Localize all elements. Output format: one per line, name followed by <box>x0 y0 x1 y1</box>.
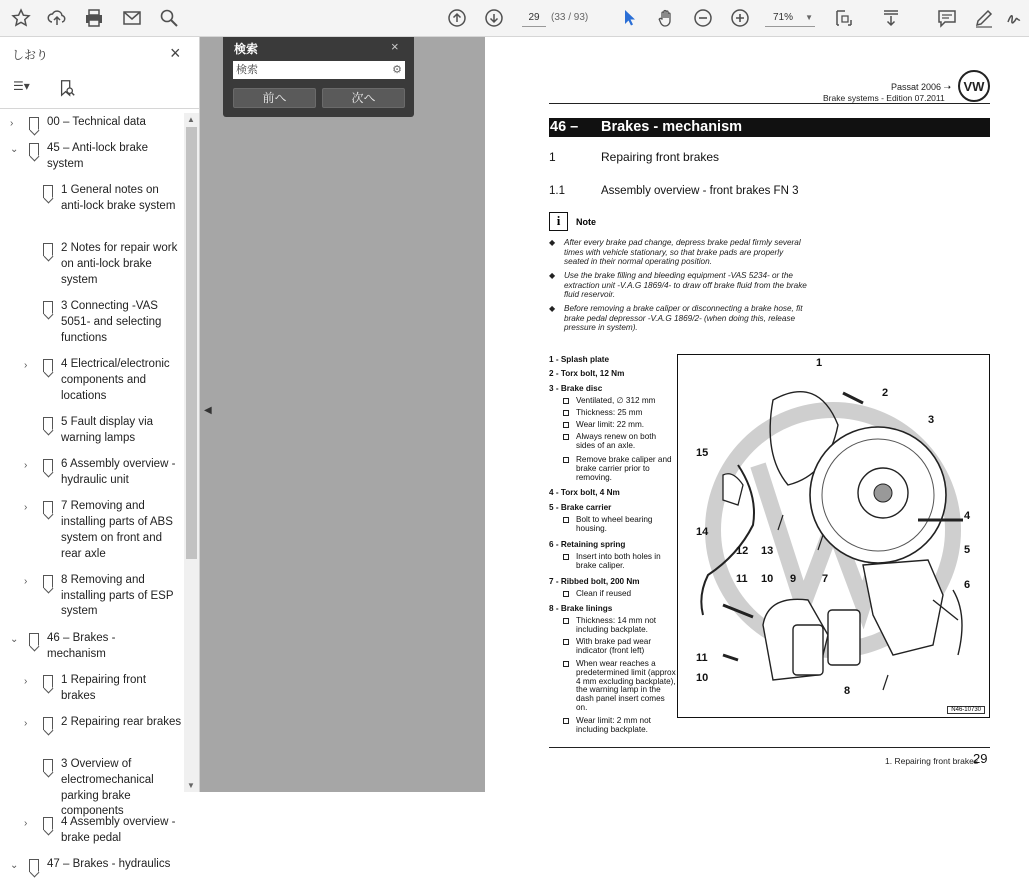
footer-rule <box>549 747 990 748</box>
upload-icon[interactable] <box>45 6 69 30</box>
figure-label: 12 <box>736 545 749 557</box>
bookmark-icon <box>43 185 53 198</box>
find-next-button[interactable]: 次へ <box>322 88 405 108</box>
part-item: 3 - Brake disc <box>549 384 603 393</box>
bookmark-label: 4 Electrical/electronic components and locations <box>61 358 170 402</box>
chevron-down-icon: ▼ <box>805 13 813 22</box>
figure-label: 3 <box>928 414 935 426</box>
gear-icon[interactable]: ⚙ <box>392 64 402 76</box>
footer-page-number: 29 <box>973 751 988 766</box>
bookmark-icon <box>29 859 39 872</box>
zoom-level-select[interactable]: 71% ▼ <box>765 9 815 27</box>
note-label: Note <box>576 217 596 227</box>
bookmark-item[interactable] <box>0 857 184 889</box>
find-panel <box>223 37 414 117</box>
subsection-number: 1.1 <box>549 185 565 197</box>
subsection-heading <box>549 185 799 197</box>
chevron-right-icon[interactable]: › <box>24 360 28 372</box>
part-item: 1 - Splash plate <box>549 355 610 364</box>
page-up-icon[interactable] <box>445 6 469 30</box>
bookmark-label: 7 Removing and installing parts of ABS system on front and rear axle <box>61 500 173 560</box>
bookmark-item[interactable] <box>0 457 184 489</box>
section-heading <box>549 150 720 164</box>
bookmark-item[interactable] <box>0 815 184 847</box>
bookmark-label: 47 – Brakes - hydraulics <box>47 858 171 871</box>
scroll-down-icon[interactable]: ▼ <box>187 781 195 790</box>
print-icon[interactable] <box>82 6 106 30</box>
figure-label: 11 <box>736 573 748 585</box>
scroll-thumb[interactable] <box>186 127 197 559</box>
part-item: 2 - Torx bolt, 12 Nm <box>549 369 625 378</box>
bookmark-label: 5 Fault display via warning lamps <box>61 416 154 444</box>
bookmark-item[interactable] <box>0 299 184 346</box>
collapse-panel-icon[interactable]: ◀ <box>204 405 212 416</box>
select-cursor-icon[interactable] <box>617 6 641 30</box>
find-input[interactable]: 検索 ⚙ <box>233 61 405 79</box>
bookmark-icon <box>29 143 39 156</box>
zoom-out-icon[interactable] <box>691 6 715 30</box>
chevron-right-icon[interactable]: › <box>24 818 28 829</box>
figure-label: 6 <box>964 579 971 591</box>
bookmark-icon <box>43 359 53 372</box>
figure-label: 1 <box>816 357 823 369</box>
bookmark-item[interactable] <box>0 573 184 620</box>
bookmark-tree <box>0 113 184 872</box>
part-item: 7 - Ribbed bolt, 200 Nm <box>549 577 640 586</box>
bookmarks-panel <box>0 37 200 872</box>
bookmark-icon <box>43 301 53 314</box>
bookmark-item[interactable] <box>0 115 184 131</box>
bookmark-toolbar <box>0 69 199 109</box>
vw-logo: VW <box>958 70 990 102</box>
part-item: 8 - Brake linings <box>549 604 613 613</box>
figure-label: 10 <box>696 672 709 684</box>
chevron-right-icon[interactable]: › <box>24 718 28 729</box>
section-number: 1 <box>549 150 556 164</box>
close-panel-button[interactable]: × <box>170 43 181 63</box>
bookmark-label: 8 Removing and installing parts of ESP system <box>61 573 174 618</box>
bookmark-icon <box>43 417 53 430</box>
document-background <box>200 37 485 792</box>
sign-icon[interactable] <box>1004 6 1028 30</box>
bookmark-icon <box>43 759 53 772</box>
figure-label: 2 <box>882 387 889 399</box>
bookmark-icon <box>43 459 53 472</box>
bookmark-icon <box>43 575 53 588</box>
figure-label: 4 <box>964 510 971 522</box>
bookmark-item[interactable] <box>0 183 184 230</box>
chevron-right-icon[interactable]: › <box>24 460 28 472</box>
chevron-right-icon[interactable]: › <box>24 575 28 587</box>
bookmark-icon <box>43 243 53 256</box>
page-down-icon[interactable] <box>482 6 506 30</box>
bookmark-icon <box>43 717 53 730</box>
chevron-down-icon[interactable]: ⌄ <box>10 633 19 645</box>
bookmark-icon <box>43 675 53 688</box>
header-model: Passat 2006 ➝ <box>891 82 952 92</box>
section-title: Repairing front brakes <box>601 150 720 164</box>
bookmark-item[interactable] <box>0 757 184 818</box>
figure-label: 5 <box>964 544 971 556</box>
scroll-mode-icon[interactable] <box>879 6 903 30</box>
sidebar-scrollbar[interactable] <box>184 113 199 792</box>
pen-icon[interactable] <box>972 6 996 30</box>
chapter-heading <box>549 118 990 137</box>
footer-section: 1. Repairing front brakes <box>885 756 979 766</box>
bookmark-item[interactable] <box>0 631 184 663</box>
find-close-button[interactable]: × <box>391 39 399 54</box>
figure-code: N46-10730 <box>947 706 985 714</box>
bookmark-label: 45 – Anti-lock brake system <box>47 142 149 171</box>
header-rule <box>549 103 990 104</box>
bookmark-label: 3 Overview of electromechanical parking brake components <box>61 758 154 818</box>
bookmark-item[interactable] <box>0 499 184 562</box>
main-toolbar <box>0 0 1029 37</box>
chevron-down-icon[interactable]: ⌄ <box>10 860 19 872</box>
page-number-input[interactable]: 29 <box>522 9 546 27</box>
chevron-right-icon[interactable]: › <box>24 502 28 514</box>
figure-label: 11 <box>696 652 708 664</box>
chevron-right-icon[interactable]: › <box>10 118 14 129</box>
search-icon[interactable] <box>157 6 181 30</box>
bookmark-item[interactable] <box>0 715 184 747</box>
bookmark-icon <box>29 117 39 130</box>
find-prev-button[interactable]: 前へ <box>233 88 316 108</box>
bookmark-item[interactable] <box>0 241 184 288</box>
zoom-in-icon[interactable] <box>728 6 752 30</box>
bookmark-label: 4 Assembly overview - brake pedal <box>61 816 176 844</box>
mail-icon[interactable] <box>120 6 144 30</box>
options-menu-icon[interactable]: ☰▾ <box>13 79 30 93</box>
document-page: Passat 2006 ➝ Brake systems - Edition 07.2011 VW 46 – Brakes - mechanism 1 Repairing front brakes 1.1 Assembly overview - front brakes FN 3 i Note ◆ After every brake pad change, depress brake pedal firmly several times with vehicle stationary, so that brake pads are properly seated in their normal operating position. ◆ Use the brake filling and bleeding equipment -VAS 5234- or the extraction unit -V.A.G 1869/4- to draw off brake fluid from the brake fluid reservoir. ◆ Before removing a brake caliper or disconnecting a brake hose, fit brake pedal depressor -V.A.G 1869/2- (when doing this, release pressure in system). 1 - Splash plate 2 - Torx bolt, 12 Nm 3 - Brake disc Ventilated, ∅ 312 mm Thickness: 25 mm Wear limit: 22 mm. Always renew on both sides of an axle. Remove brake caliper and brake carrier prior to removing. 4 - Torx bolt, 4 Nm 5 - Brake carrier Bolt to wheel bearing housing. 6 - Retaining spring Insert into both holes in brake caliper. 7 - Ribbed bolt, 200 Nm Clean if reused 8 - Brake linings Thickness: 14 mm not including backplate. With brake pad wear indicator (front left) When wear reaches a predetermined limit (approx 4 mm excluding backplate), the warning lamp in the dash panel insert comes on. Wear limit: 2 mm not including backplate. 1 2 3 4 5 6 7 8 9 10 11 12 13 14 15 11 10 N46-10730 1. Repairing front brakes 29 <box>486 37 1029 792</box>
scroll-up-icon[interactable]: ▲ <box>187 115 195 124</box>
part-item: 6 - Retaining spring <box>549 540 626 549</box>
hand-icon[interactable] <box>654 6 678 30</box>
chapter-number: 46 – <box>550 119 579 135</box>
bookmark-item[interactable] <box>0 415 184 447</box>
bookmark-item[interactable] <box>0 673 184 705</box>
comment-icon[interactable] <box>935 6 959 30</box>
exploded-view-figure <box>677 354 990 718</box>
figure-label: 8 <box>844 685 851 697</box>
chevron-down-icon[interactable]: ⌄ <box>10 144 19 156</box>
bookmark-icon <box>43 817 53 830</box>
bookmark-label: 3 Connecting -VAS 5051- and selecting functions <box>61 300 162 344</box>
star-icon[interactable] <box>9 6 33 30</box>
header-edition: Brake systems - Edition 07.2011 <box>823 93 945 103</box>
find-bookmark-icon[interactable] <box>58 79 76 100</box>
bookmark-label: 6 Assembly overview - hydraulic unit <box>61 458 176 486</box>
bookmark-label: 00 – Technical data <box>47 116 146 128</box>
bookmark-label: 46 – Brakes - mechanism <box>47 631 116 660</box>
bookmark-icon <box>43 501 53 514</box>
chevron-right-icon[interactable]: › <box>24 675 28 687</box>
info-icon: i <box>549 212 568 231</box>
chapter-title: Brakes - mechanism <box>601 119 743 135</box>
figure-label: 13 <box>761 545 774 557</box>
fit-page-icon[interactable] <box>832 6 856 30</box>
figure-label: 15 <box>696 447 709 459</box>
subsection-title: Assembly overview - front brakes FN 3 <box>601 185 799 197</box>
brake-assembly-drawing <box>678 355 991 719</box>
bookmark-label: 1 General notes on anti-lock brake system <box>61 184 176 213</box>
figure-label: 10 <box>761 573 774 585</box>
bookmark-icon <box>29 633 39 646</box>
figure-label: 9 <box>790 573 797 585</box>
figure-label: 7 <box>822 573 829 585</box>
panel-title: しおり <box>12 48 49 62</box>
figure-label: 14 <box>696 526 709 538</box>
find-title: 検索 <box>234 42 259 56</box>
part-item: 4 - Torx bolt, 4 Nm <box>549 488 620 497</box>
bookmark-item[interactable] <box>0 357 184 404</box>
bookmark-label: 2 Repairing rear brakes <box>61 716 182 728</box>
bookmark-label: 1 Repairing front brakes <box>61 673 147 702</box>
bookmark-item[interactable] <box>0 141 184 173</box>
bookmark-label: 2 Notes for repair work on anti-lock brake system <box>61 242 178 286</box>
part-item: 5 - Brake carrier <box>549 503 612 512</box>
page-count-label: (33 / 93) <box>551 12 589 23</box>
